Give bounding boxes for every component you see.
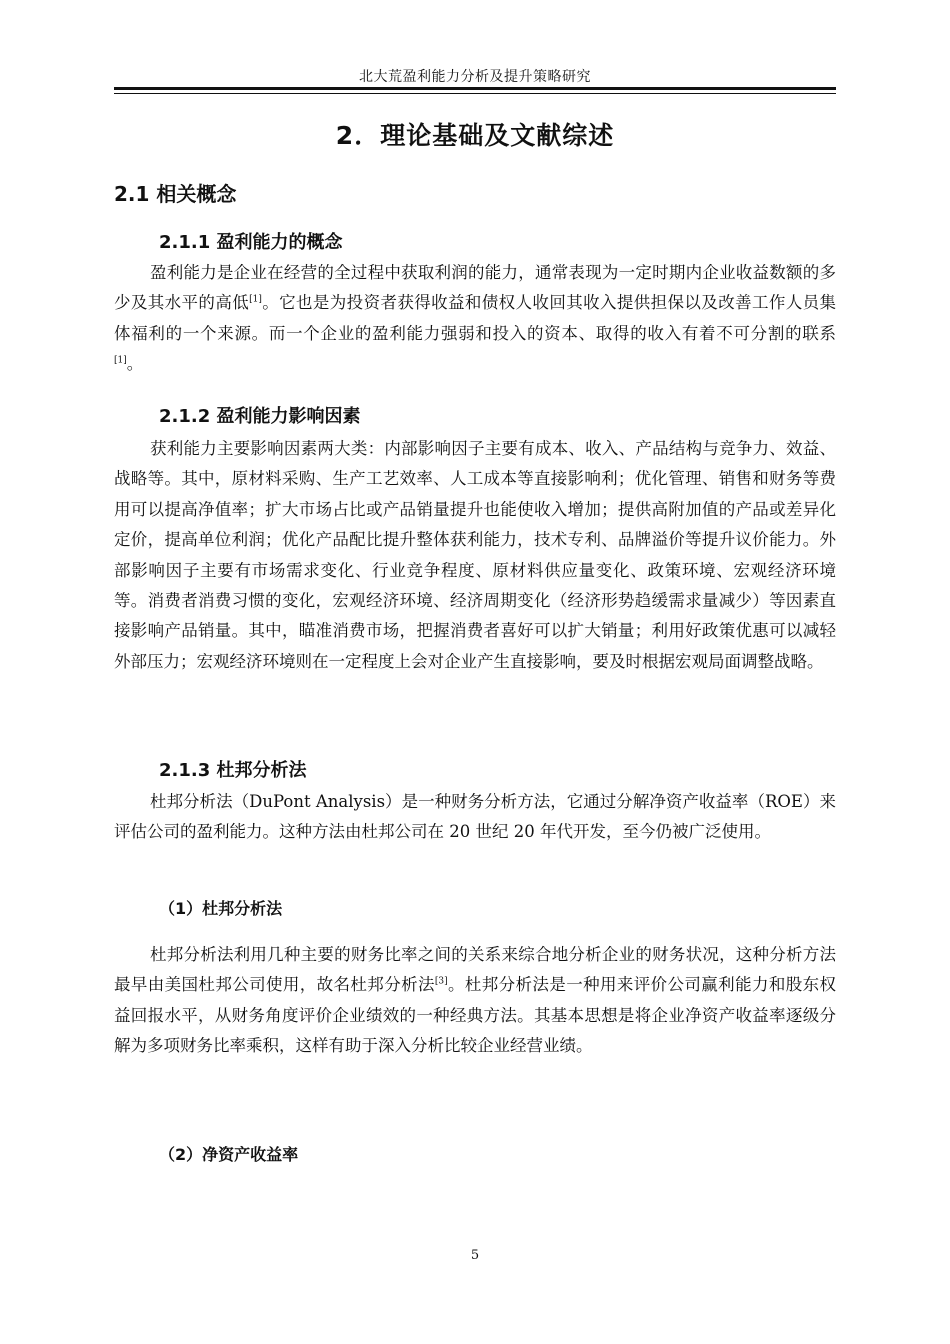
paragraph-2-1-3: 杜邦分析法（DuPont Analysis）是一种财务分析方法，它通过分解净资产收益率（ROE）来评估公司的盈利能力。这种方法由杜邦公司在 20 世纪 20 年代开发，至今仍被广泛使用。 [114, 792, 836, 842]
subheading-dupont-analysis: （1）杜邦分析法 [159, 899, 283, 918]
paragraph-text: 。 [126, 354, 144, 374]
section-heading-2-1-1: 2.1.1 盈利能力的概念 [159, 232, 343, 253]
paragraph-text: 。它也是为投资者获得收益和债权人收回其收入提供担保以及改善工作人员集体福利的一个来源。而一个企业的盈利能力强弱和投入的资本、取得的收入有着不可分割的联系 [114, 293, 837, 343]
paragraph-text: 杜邦分析法利用几种主要的财务比率之间的关系来综合地分析企业的财务状况，这种分析方法最早由美国杜邦公司使用，故名杜邦分析法 [114, 945, 836, 995]
paragraph-dupont-analysis [114, 940, 836, 1062]
paragraph-2-1-2: 获利能力主要影响因素两大类：内部影响因子主要有成本、收入、产品结构与竞争力、效益、战略等。其中，原材料采购、生产工艺效率、人工成本等直接影响利；优化管理、销售和财务等费用可以提高净值率；扩大市场占比或产品销量提升也能使收入增加；提供高附加值的产品或差异化定价，提高单位利润；优化产品配比提升整体获利能力，技术专利、品牌溢价等提升议价能力。外部影响因子主要有市场需求变化、行业竞争程度、原材料供应量变化、政策环境、宏观经济环境等。消费者消费习惯的变化，宏观经济环境、经济周期变化（经济形势趋缓需求量减少）等因素直接影响产品销量。其中，瞄准消费市场，把握消费者喜好可以扩大销量；利用好政策优惠可以减轻外部压力；宏观经济环境则在一定程度上会对企业产生直接影响，要及时根据宏观局面调整战略。 [114, 439, 836, 671]
section-heading-2-1: 2.1 相关概念 [114, 182, 237, 206]
chapter-title: 2．理论基础及文献综述 [335, 121, 615, 150]
header-rule-thick [114, 87, 836, 90]
paragraph-text: 。杜邦分析法是一种用来评价公司赢利能力和股东权益回报水平，从财务角度评价企业绩效的一种经典方法。其基本思想是将企业净资产收益率逐级分解为多项财务比率乘积，这样有助于深入分析比较企业经营业绩。 [114, 975, 837, 1056]
running-header-title: 北大荒盈利能力分析及提升策略研究 [359, 69, 591, 85]
citation-ref: [3] [434, 976, 448, 987]
subheading-roe: （2）净资产收益率 [159, 1145, 299, 1164]
citation-ref: [1] [249, 294, 262, 305]
section-heading-2-1-2: 2.1.2 盈利能力影响因素 [159, 406, 361, 427]
page-number: 5 [470, 1248, 480, 1263]
header-rule-thin [114, 93, 836, 94]
paragraph-2-1-1 [114, 258, 836, 380]
citation-ref: [1] [114, 355, 127, 366]
section-heading-2-1-3: 2.1.3 杜邦分析法 [159, 760, 307, 781]
paragraph-text: 盈利能力是企业在经营的全过程中获取利润的能力，通常表现为一定时期内企业收益数额的多少及其水平的高低 [114, 263, 836, 313]
